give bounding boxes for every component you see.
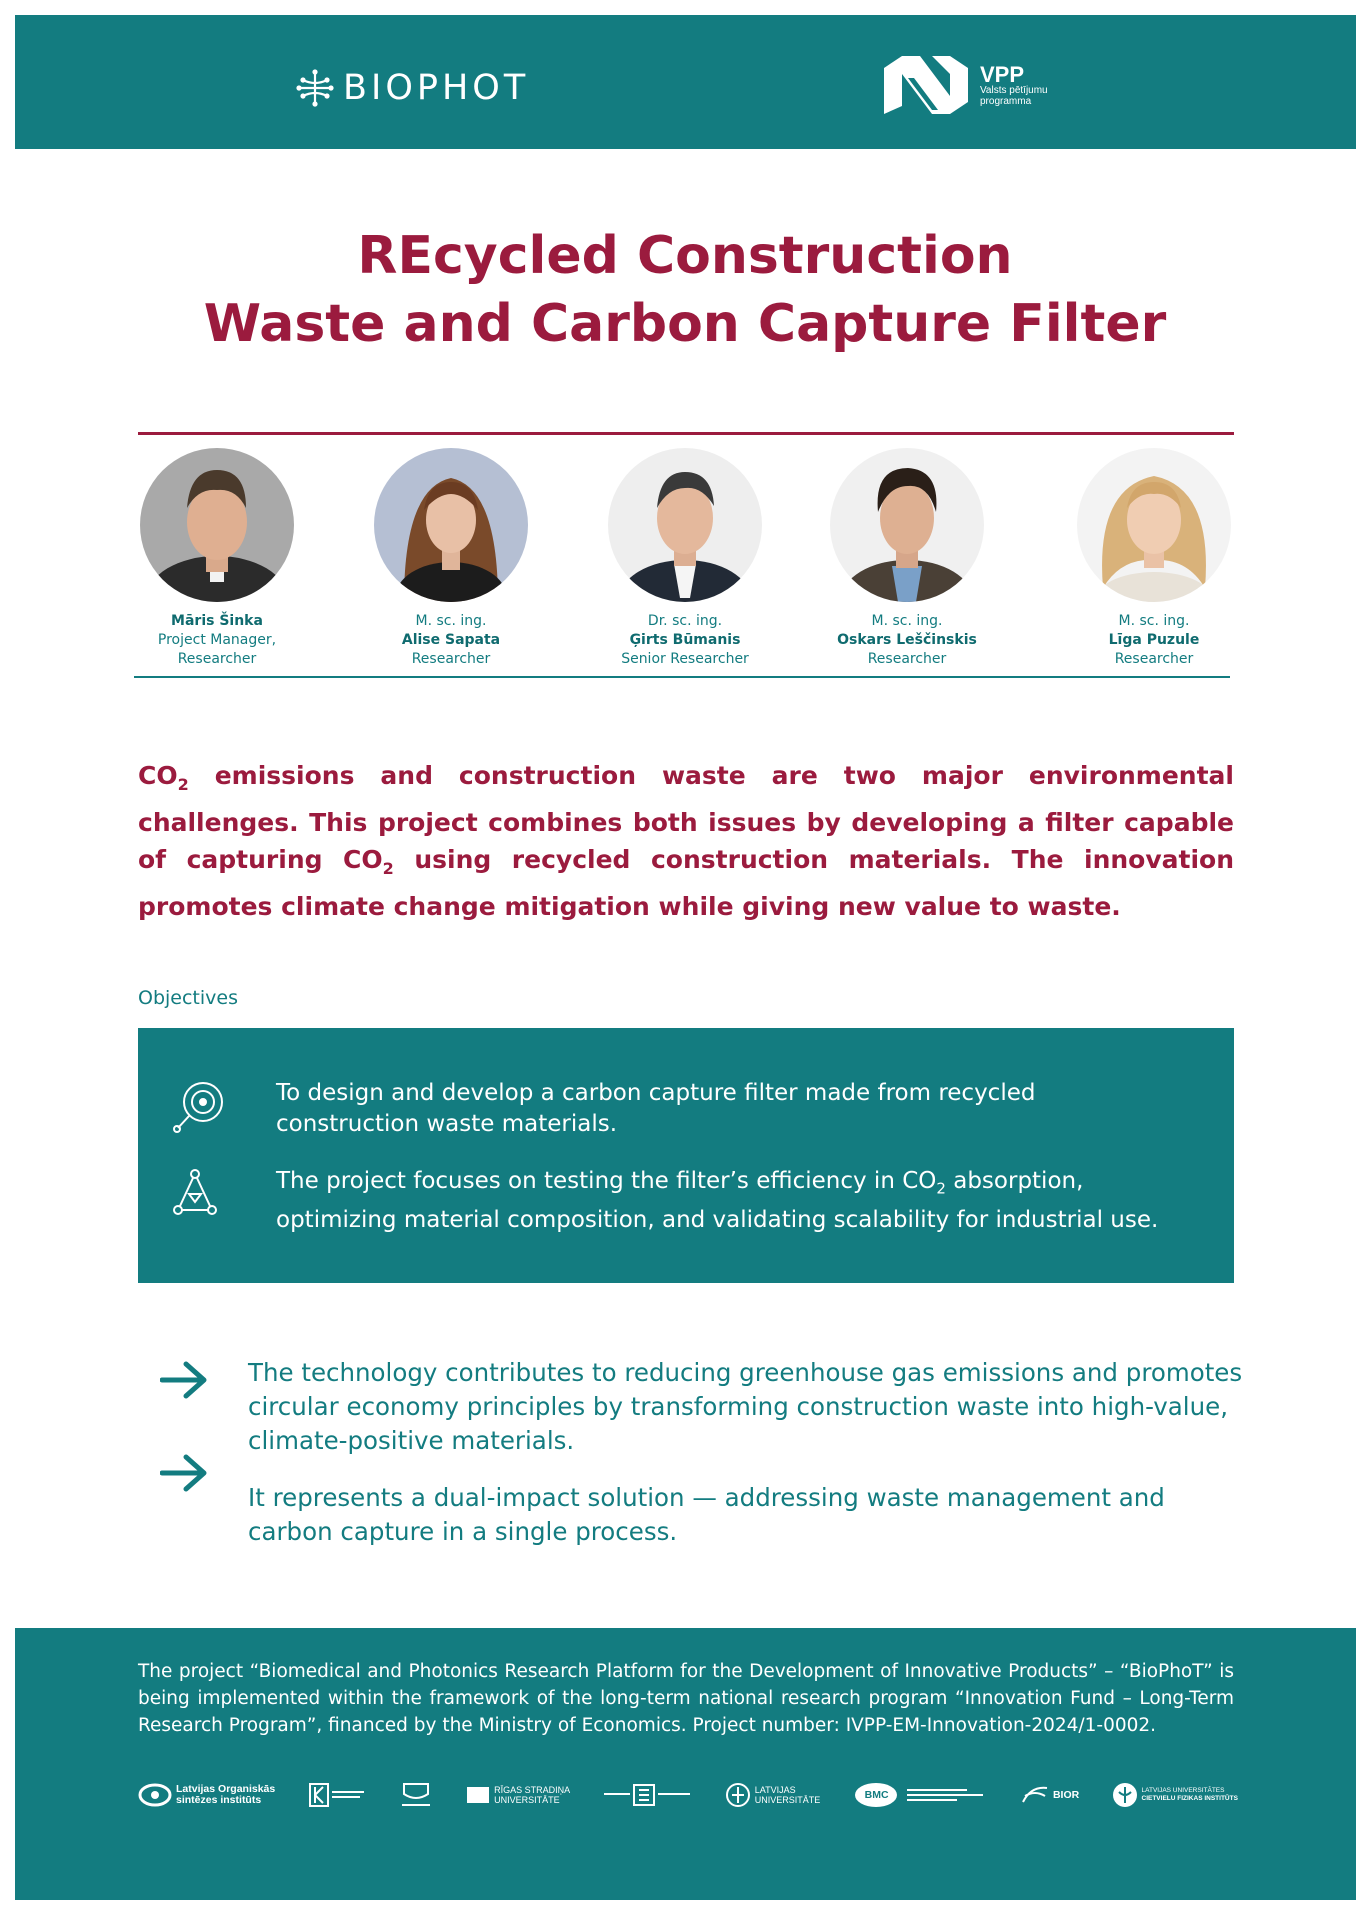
team-member	[807, 448, 1007, 669]
vpp-mark-text: VPP	[980, 61, 1025, 87]
avatar	[1077, 448, 1231, 602]
partner-logo-5	[602, 1781, 692, 1809]
objectives-label: Objectives	[138, 987, 238, 1009]
member-role: Researcher	[411, 651, 491, 667]
partner-logo-bior: BIOR	[1021, 1782, 1079, 1808]
vpp-line1: Valsts pētījumu	[980, 85, 1048, 97]
network-triangle-icon	[170, 1166, 228, 1224]
member-degree: Dr. sc. ing.	[647, 613, 723, 629]
biophot-logo	[295, 66, 529, 110]
osi-mark-icon	[138, 1783, 172, 1807]
vpp-logo	[880, 50, 1048, 120]
objectives-box	[138, 1028, 1234, 1283]
member-name: Māris Šinka	[171, 613, 263, 629]
member-role: Senior Researcher	[621, 651, 749, 667]
key-point-text: It represents a dual-impact solution — addressing waste management and carbon capture in a single process.	[248, 1483, 1165, 1546]
partner-logo-osi: Latvijas Organiskās sintēzes institūts	[138, 1783, 275, 1807]
partner-logo-lu: LATVIJAS UNIVERSITĀTE	[725, 1782, 821, 1808]
member-degree: M. sc. ing.	[1118, 613, 1190, 629]
magnifier-target-icon	[170, 1078, 228, 1136]
avatar	[608, 448, 762, 602]
biophot-wordmark: BIOPHOT	[343, 68, 530, 108]
crest-icon	[398, 1780, 434, 1810]
avatar	[830, 448, 984, 602]
cfi-mark-icon	[1112, 1782, 1138, 1808]
intro-paragraph: $CO_2$ emissions and construction waste are two major environmental challenges. This project combines both issues by developing a filter capable of capturing $CO_2$ using recycled construction materials. The innovation promotes climate change mitigation while giving new value to waste.	[138, 761, 1235, 921]
team-member	[351, 448, 551, 669]
divider-top	[138, 432, 1234, 435]
partner-logo-2	[308, 1782, 366, 1808]
objective-text: To design and develop a carbon capture filter made from recycled construction waste materials.	[276, 1080, 1036, 1137]
member-name: Oskars Leščinskis	[837, 632, 977, 648]
partner-logo-3	[398, 1780, 434, 1810]
partner-logo-cfi: LATVIJAS UNIVERSITĀTES CIETVIELU FIZIKAS INSTITŪTS	[1112, 1782, 1238, 1808]
title-line-1: REcycled Construction	[357, 226, 1013, 286]
objective-text: The project focuses on testing the filter’s efficiency in $CO_2$ absorption, optimizing material composition, and validating scalability for industrial use.	[276, 1168, 1159, 1233]
partner-logos	[138, 1775, 1238, 1815]
rsu-mark-icon	[466, 1786, 490, 1804]
partner-logo-bmc: BMC	[853, 1781, 989, 1809]
arrow-right-icon	[160, 1360, 208, 1400]
header-band	[15, 15, 1356, 149]
vpp-line2: programma	[980, 95, 1032, 107]
member-name: Alise Sapata	[401, 632, 501, 648]
biophot-mark-icon	[295, 68, 335, 108]
k-mark-icon	[308, 1782, 366, 1808]
arrow-right-icon	[160, 1453, 208, 1493]
funding-statement: The project “Biomedical and Photonics Research Platform for the Development of Innovative Products” – “BioPhoT” is being implemented within the framework of the long-term national research program “Innovation Fund – Long-Term Research Program”, financed by the Ministry of Economics. Project number: IVPP-EM-Innovation-2024/1-0002.	[138, 1661, 1234, 1736]
key-point-text: The technology contributes to reducing greenhouse gas emissions and promotes circular economy principles by transforming construction waste into high-value, climate-positive materials.	[248, 1358, 1243, 1455]
member-degree: M. sc. ing.	[415, 613, 487, 629]
institute-mark-icon	[602, 1781, 692, 1809]
member-name: Līga Puzule	[1108, 632, 1200, 648]
bior-mark-icon	[1021, 1782, 1049, 1808]
team-member	[1054, 448, 1254, 669]
member-role: Researcher	[867, 651, 947, 667]
avatar	[140, 448, 294, 602]
avatar	[374, 448, 528, 602]
poster-title	[135, 222, 1235, 358]
member-role: Project Manager,	[157, 632, 277, 648]
member-role-2: Researcher	[177, 651, 257, 667]
team-member	[585, 448, 785, 669]
lu-emblem-icon	[725, 1782, 751, 1808]
member-name: Ģirts Būmanis	[629, 632, 741, 648]
member-role: Researcher	[1114, 651, 1194, 667]
team-member	[117, 448, 317, 669]
vpp-mark-icon	[880, 52, 972, 118]
partner-logo-rsu: RĪGAS STRADIŅA UNIVERSITĀTE	[466, 1785, 570, 1805]
divider-bottom	[134, 676, 1230, 678]
bmc-text-lines-icon	[905, 1785, 989, 1805]
member-degree: M. sc. ing.	[871, 613, 943, 629]
title-line-2: Waste and Carbon Capture Filter	[203, 294, 1167, 354]
